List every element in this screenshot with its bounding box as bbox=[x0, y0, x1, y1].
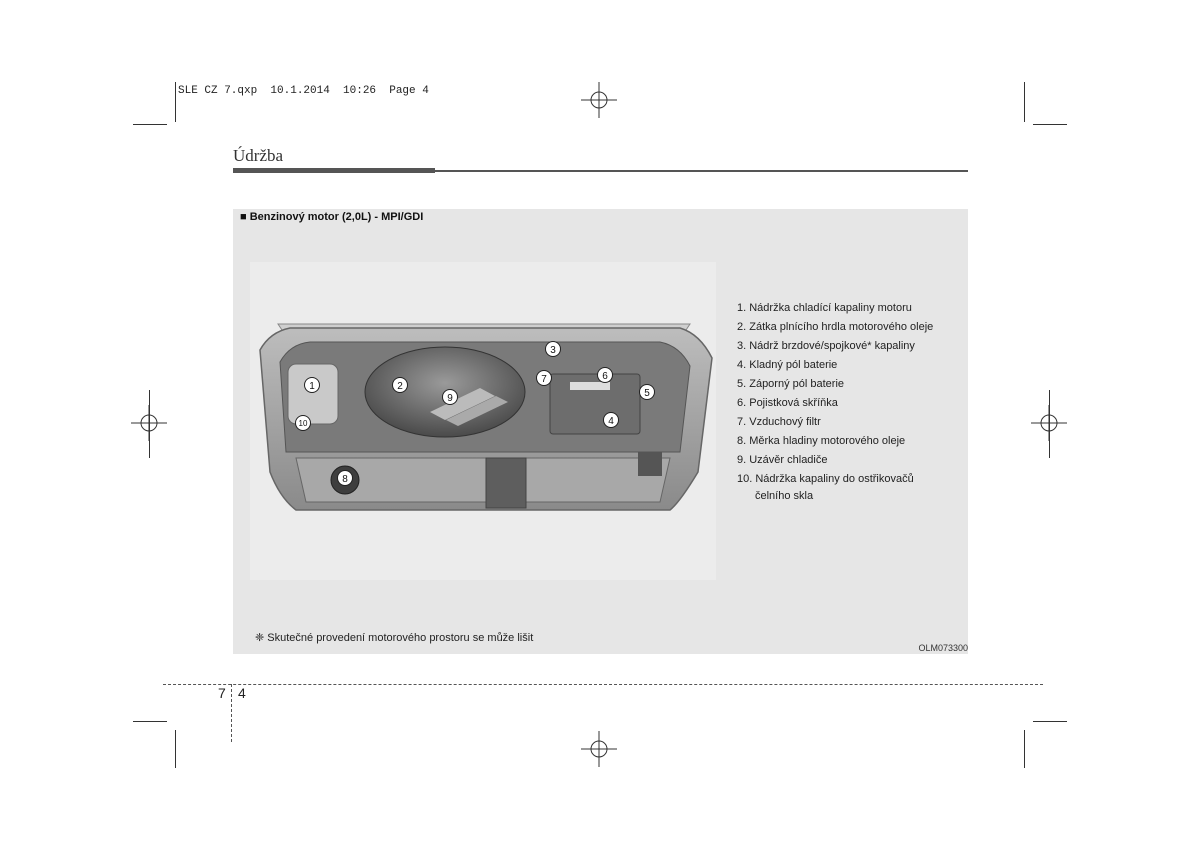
svg-text:10: 10 bbox=[298, 419, 308, 428]
image-code: OLM073300 bbox=[918, 643, 968, 653]
svg-text:7: 7 bbox=[541, 374, 547, 385]
callout-1 bbox=[305, 378, 320, 393]
footer-rule bbox=[163, 684, 1043, 685]
svg-text:2: 2 bbox=[397, 381, 403, 392]
callout-5 bbox=[640, 385, 655, 400]
legend-item: 5. Záporný pól baterie bbox=[737, 378, 845, 390]
engine-bay-illustration bbox=[250, 262, 716, 580]
print-slug: SLE CZ 7.qxp 10.1.2014 10:26 Page 4 bbox=[178, 85, 429, 97]
registration-mark-icon bbox=[581, 731, 617, 767]
legend-item: 2. Zátka plnícího hrdla motorového oleje bbox=[737, 321, 934, 333]
legend-item: 7. Vzduchový filtr bbox=[737, 416, 821, 428]
page-chapter: 7 bbox=[218, 685, 226, 701]
callout-7 bbox=[537, 371, 552, 386]
crop-mark bbox=[149, 390, 150, 458]
crop-mark bbox=[1024, 730, 1025, 768]
crop-mark bbox=[1049, 390, 1050, 458]
svg-text:8: 8 bbox=[342, 474, 348, 485]
callout-6 bbox=[598, 368, 613, 383]
crop-mark bbox=[1024, 82, 1025, 122]
crop-mark bbox=[133, 721, 167, 722]
legend-item: 3. Nádrž brzdové/spojkové* kapaliny bbox=[737, 340, 915, 352]
callout-4 bbox=[604, 413, 619, 428]
svg-text:1: 1 bbox=[309, 381, 315, 392]
crop-mark bbox=[1033, 124, 1067, 125]
title-rule bbox=[435, 170, 968, 172]
section-title: Údržba bbox=[233, 146, 284, 165]
callout-3 bbox=[546, 342, 561, 357]
crop-mark bbox=[133, 124, 167, 125]
svg-text:6: 6 bbox=[602, 371, 608, 382]
page-number: 4 bbox=[238, 685, 246, 701]
callout-10 bbox=[296, 416, 311, 431]
legend-list bbox=[737, 299, 957, 504]
legend-item: 8. Měrka hladiny motorového oleje bbox=[737, 435, 906, 447]
legend-item: 9. Uzávěr chladiče bbox=[737, 454, 828, 466]
callout-9 bbox=[443, 390, 458, 405]
callout-8 bbox=[338, 471, 353, 486]
crop-mark bbox=[1033, 721, 1067, 722]
legend-item: 6. Pojistková skříňka bbox=[737, 397, 838, 409]
svg-text:5: 5 bbox=[644, 388, 650, 399]
footnote: ❈ Skutečné provedení motorového prostoru se může lišit bbox=[255, 632, 534, 644]
legend-item: 1. Nádržka chladící kapaliny motoru bbox=[737, 302, 912, 314]
crop-mark bbox=[175, 730, 176, 768]
legend-item: 10. Nádržka kapaliny do ostřikovačů čelního skla bbox=[737, 473, 914, 502]
svg-text:9: 9 bbox=[447, 393, 453, 404]
registration-mark-icon bbox=[581, 82, 617, 118]
legend-item: 4. Kladný pól baterie bbox=[737, 359, 838, 371]
panel-heading: ■ Benzinový motor (2,0L) - MPI/GDI bbox=[240, 211, 424, 223]
svg-text:4: 4 bbox=[608, 416, 614, 427]
page-number-divider bbox=[231, 684, 232, 742]
title-bar bbox=[233, 168, 435, 173]
svg-text:3: 3 bbox=[550, 345, 556, 356]
crop-mark bbox=[175, 82, 176, 122]
callout-2 bbox=[393, 378, 408, 393]
